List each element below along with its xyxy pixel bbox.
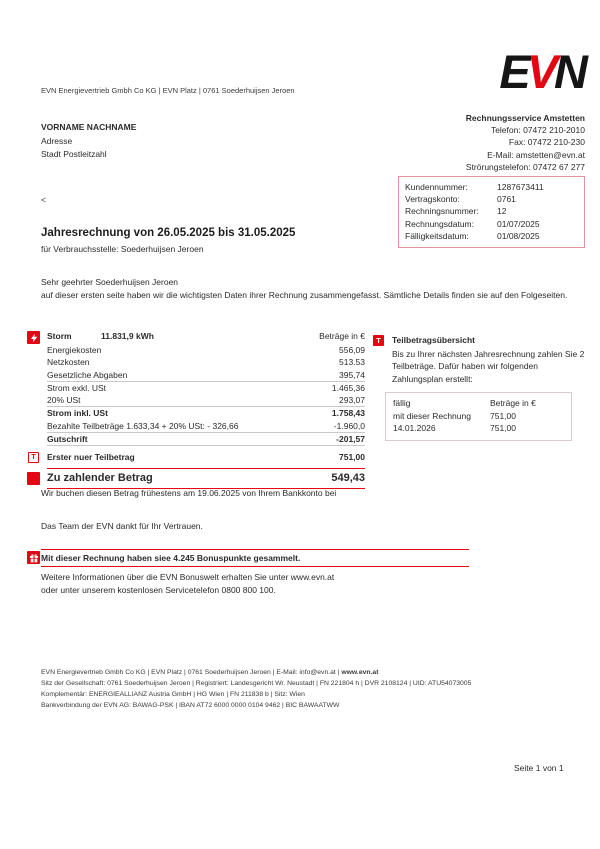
red-square-icon [27, 472, 40, 485]
product-name: Storm [47, 331, 72, 341]
total-label: Zu zahlender Betrag [47, 472, 153, 485]
thanks-note: Das Team der EVN dankt für Ihr Vertrauen. [41, 521, 203, 531]
installment-label: Erster nuer Teilbetrag [47, 452, 135, 463]
footer-line-1: EVN Energievertrieb Gmbh Co KG | EVN Platz | 0761 Soederhuijsen Jeroen | E-Mail: info@evn.at | www.evn.at [41, 669, 379, 676]
evn-logo [499, 45, 584, 98]
sender-line: EVN Energievertrieb Gmbh Co KG | EVN Platz | 0761 Soederhuijsen Jeroen [41, 86, 295, 95]
placeholder-marker: < [41, 195, 47, 205]
cost-summary-table [31, 331, 365, 489]
recipient-name: VORNAME NACHNAME [41, 122, 137, 132]
invoice-info-box [398, 176, 585, 248]
bonus-section [41, 549, 469, 597]
payment-plan-header-row: fällig Beträge in € [393, 398, 536, 408]
amount-column-header: Beträge in € [319, 331, 365, 341]
consumption-quantity: 11.831,9 kWh [101, 331, 154, 341]
footer-line-4: Bankverbindung der EVN AG: BAWAG-PSK | IBAN AT72 6000 0000 0104 9462 | BIC BAWAATWW [41, 701, 340, 709]
intro-paragraph [41, 276, 568, 302]
info-row-rechnungsdatum: Rechnungsdatum: 01/07/2025 [405, 218, 540, 229]
debit-note: Wir buchen diesen Betrag frühestens am 19.06.2025 von Ihrem Bankkonto bei [41, 488, 337, 498]
footer-line-3: Komplementär: ENERGIEALLIANZ Austria GmbH | HG Wien | FN 211838 b | Sitz: Wien [41, 690, 305, 698]
installment-row [31, 450, 365, 464]
logo-letter-e: E [499, 45, 527, 98]
service-email: E-Mail: amstetten@evn.at [487, 149, 585, 160]
total-value: 549,43 [331, 472, 365, 485]
table-row-credit: Gutschrift -201,57 [47, 433, 365, 446]
service-phone: Telefon: 07472 210-2010 [490, 125, 585, 136]
info-row-faelligkeitsdatum: Fälligkeitsdatum: 01/08/2025 [405, 230, 540, 241]
t-badge-outline-icon: T [28, 452, 39, 463]
payment-plan-table [385, 392, 572, 441]
footer-website: www.evn.at [341, 669, 379, 676]
recipient-address: Adresse [41, 135, 73, 146]
total-row [47, 468, 365, 489]
table-row: Netzkosten 513.53 [47, 357, 365, 368]
recipient-city: Stadt Postleitzahl [41, 149, 107, 159]
greeting-line: Sehr geehrter Soederhuijsen Jeroen [41, 277, 179, 287]
payment-plan-row: 14.01.2026 751,00 [393, 423, 516, 433]
bonus-text: Weitere Informationen über die EVN Bonuswelt erhalten Sie unter www.evn.at oder unter unserem kostenlosen Servicetelefon 0800 800 100. [41, 572, 335, 595]
bonus-headline: Mit dieser Rechnung haben siee 4.245 Bonuspunkte gesammelt. [41, 549, 469, 567]
recipient-block [41, 121, 136, 162]
table-row: Bezahlte Teilbeträge 1.633,34 + 20% USt: - 326,66 -1.960,0 [47, 420, 365, 433]
overview-body: Bis zu Ihrer nächsten Jahresrechnung zahlen Sie 2 Teilbeträge. Dafür haben wir folgenden Zahlungsplan erstellt: [392, 348, 585, 384]
footer-line-2: Sitz der Gesellschaft: 0761 Soederhuijsen Jeroen | Registriert: Landesgericht Wr. Neustadt | FN 221804 h | DVR 2108124 | UID: ATU54073005 [41, 679, 472, 687]
service-hotline: Strörungstelefon: 07472 67 277 [465, 161, 585, 172]
overview-title: Teilbetragsübersicht [392, 335, 475, 345]
table-row: Strom exkl. USt 1.465,36 [47, 382, 365, 393]
service-contact-block [466, 112, 585, 173]
payment-plan-row: mit dieser Rechnung 751,00 [393, 410, 516, 421]
table-row: 20% USt 293,07 [47, 394, 365, 407]
table-row: Gesetzliche Abgaben 395,74 [47, 369, 365, 382]
footer-imprint [41, 668, 471, 712]
installment-overview-panel [376, 334, 585, 441]
service-fax: Fax: 07472 210-230 [508, 137, 585, 148]
service-title: Rechnungsservice Amstetten [465, 113, 585, 123]
info-row-rechnungsnummer: Rechningsnummer: 12 [405, 206, 507, 217]
table-row: Energiekosten 556,09 [47, 345, 365, 355]
consumption-point: für Verbrauchsstelle: Soederhuijsen Jeroen [41, 244, 204, 254]
info-row-kundennummer: Kundennummer: 1287673411 [405, 182, 544, 192]
table-row-subtotal: Strom inkl. USt 1.758,43 [47, 408, 365, 419]
intro-body: auf dieser ersten seite haben wir die wichtigsten Daten ihrer Rechnung zusammengefasst. Sämtliche Details finden sie auf den Folgeseiten. [41, 290, 568, 300]
logo-letter-n: N [554, 45, 584, 98]
info-row-vertragskonto: Vertragskonto: 0761 [405, 194, 516, 205]
page-number: Seite 1 von 1 [514, 763, 564, 773]
lightning-icon [27, 331, 40, 344]
logo-letter-v: V [526, 45, 555, 98]
cost-table-header-row [47, 331, 365, 344]
page-title: Jahresrechnung von 26.05.2025 bis 31.05.2025 [41, 227, 296, 239]
installment-value: 751,00 [339, 452, 365, 463]
t-badge-icon: T [373, 335, 384, 346]
gift-icon [27, 551, 40, 564]
